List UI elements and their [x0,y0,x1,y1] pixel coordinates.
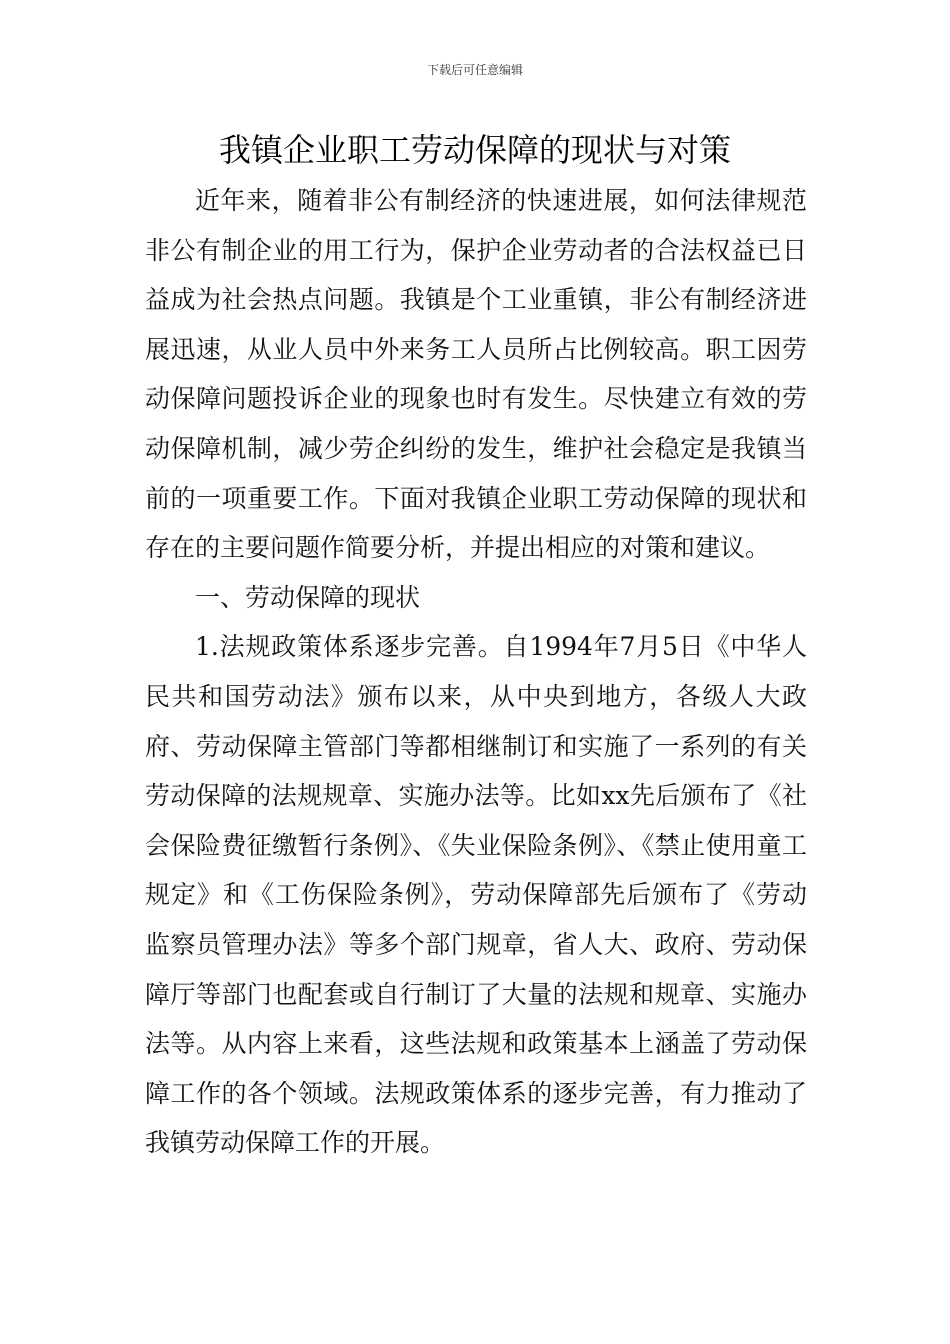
document-title: 我镇企业职工劳动保障的现状与对策 [218,131,731,169]
document-body [145,176,807,1168]
paragraph-intro: 近年来，随着非公有制经济的快速进展，如何法律规范非公有制企业的用工行为，保护企业劳动者的合法权益已日益成为社会热点问题。我镇是个工业重镇，非公有制经济进展迅速，从业人员中外来务工人员所占比例较高。职工因劳动保障问题投诉企业的现象也时有发生。尽快建立有效的劳动保障机制，减少劳企纠纷的发生，维护社会稳定是我镇当前的一项重要工作。下面对我镇企业职工劳动保障的现状和存在的主要问题作简要分析，并提出相应的对策和建议。 [145,186,807,563]
page-header-note: 下载后可任意编辑 [426,63,523,77]
paragraph-regulations: 1.法规政策体系逐步完善。自1994年7月5日《中华人民共和国劳动法》颁布以来，从中央到地方，各级人大政府、劳动保障主管部门等都相继制订和实施了一系列的有关劳动保障的法规规章、实施办法等。比如xx先后颁布了《社会保险费征缴暂行条例》、《失业保险条例》、《禁止使用童工规定》和《工伤保险条例》，劳动保障部先后颁布了《劳动监察员管理办法》等多个部门规章，省人大、政府、劳动保障厅等部门也配套或自行制订了大量的法规和规章、实施办法等。从内容上来看，这些法规和政策基本上涵盖了劳动保障工作的各个领域。法规政策体系的逐步完善，有力推动了我镇劳动保障工作的开展。 [145,632,807,1158]
section-heading-status: 一、劳动保障的现状 [195,582,421,612]
